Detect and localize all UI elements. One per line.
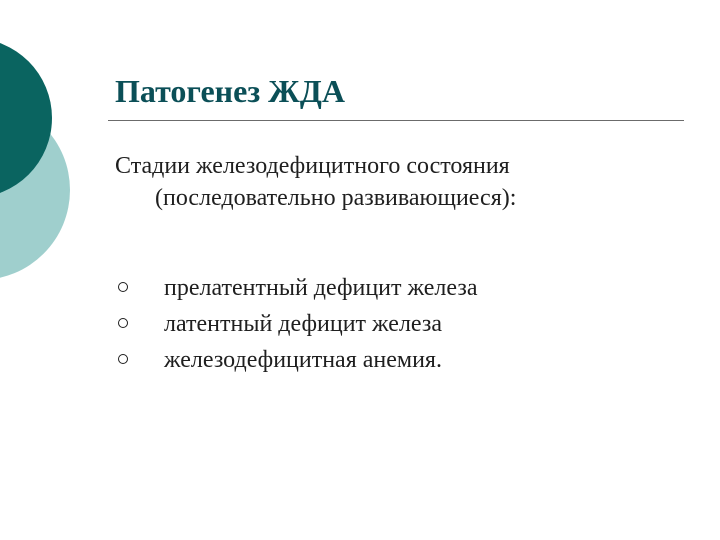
intro-text xyxy=(115,150,675,214)
decorative-circles xyxy=(0,0,120,320)
stage-label: латентный дефицит железа xyxy=(164,311,442,337)
slide-title: Патогенез ЖДА xyxy=(115,73,345,109)
circle-bullet-icon xyxy=(118,354,128,364)
circle-bullet-icon xyxy=(118,318,128,328)
title-divider xyxy=(108,120,684,121)
intro-line-1: Стадии железодефицитного состояния xyxy=(115,153,510,179)
stage-label: железодефицитная анемия. xyxy=(164,347,442,373)
circle-bullet-icon xyxy=(118,282,128,292)
stage-label: прелатентный дефицит железа xyxy=(164,275,478,301)
intro-line-2: (последовательно развивающиеся): xyxy=(155,185,517,211)
